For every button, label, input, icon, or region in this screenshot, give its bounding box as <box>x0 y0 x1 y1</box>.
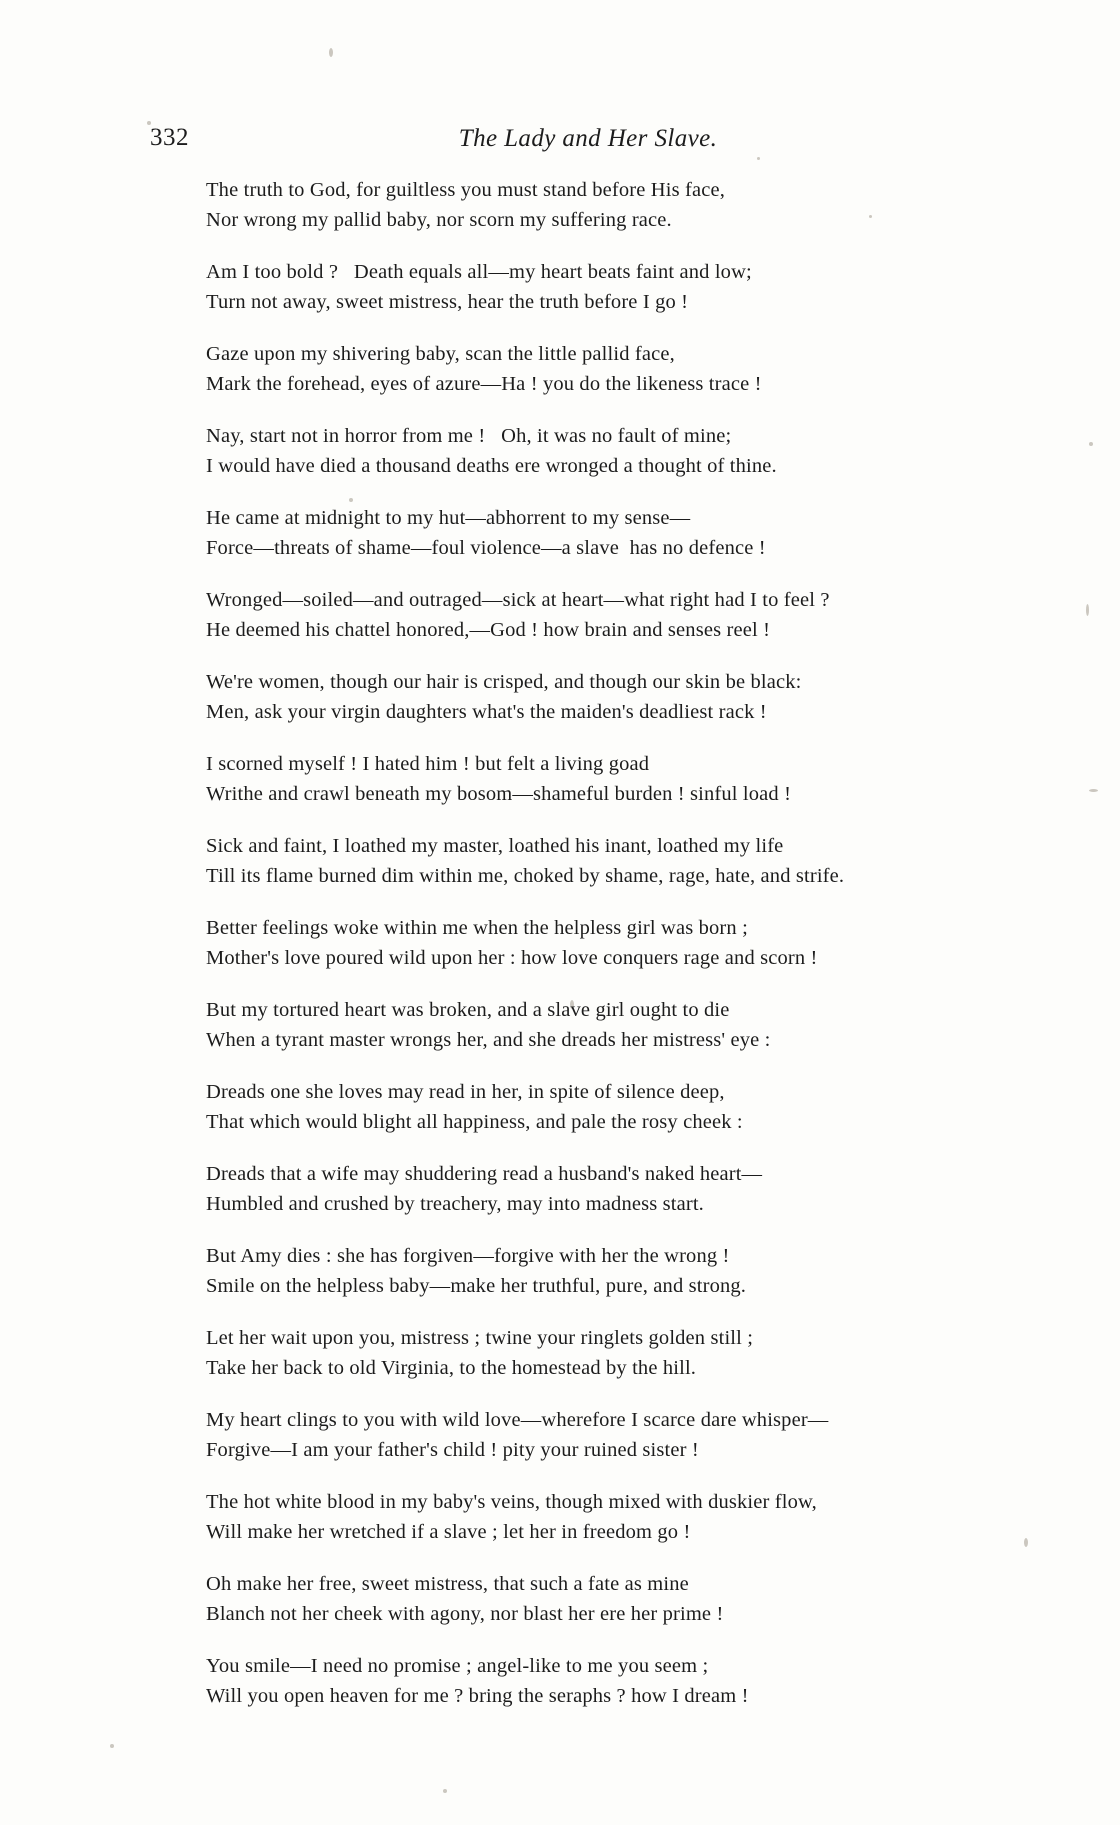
poem-line: Till its flame burned dim within me, choked by shame, rage, hate, and strife. <box>206 864 845 887</box>
poem-stanza <box>206 504 966 563</box>
poem-line: Mark the forehead, eyes of azure—Ha ! you do the likeness trace ! <box>206 372 762 395</box>
poem-stanza <box>206 1078 966 1137</box>
scan-speck <box>1089 442 1093 446</box>
poem-stanza <box>206 1406 966 1465</box>
poem-stanza <box>206 422 966 481</box>
poem-line: Sick and faint, I loathed my master, loathed his inant, loathed my life <box>206 835 784 857</box>
poem-line: Will make her wretched if a slave ; let her in freedom go ! <box>206 1520 691 1543</box>
poem-stanza <box>206 1488 966 1547</box>
poem-line: Mother's love poured wild upon her : how love conquers rage and scorn ! <box>206 946 818 969</box>
poem-stanza <box>206 176 966 235</box>
poem-stanza <box>206 750 966 809</box>
poem-line: Forgive—I am your father's child ! pity your ruined sister ! <box>206 1438 699 1461</box>
scan-speck <box>329 48 333 57</box>
poem-stanza <box>206 1324 966 1383</box>
poem-line: Will you open heaven for me ? bring the seraphs ? how I dream ! <box>206 1684 749 1707</box>
poem-line: Take her back to old Virginia, to the homestead by the hill. <box>206 1356 697 1379</box>
poem-line: Let her wait upon you, mistress ; twine your ringlets golden still ; <box>206 1327 754 1349</box>
poem-stanza <box>206 914 966 973</box>
poem-line: Turn not away, sweet mistress, hear the truth before I go ! <box>206 290 689 313</box>
poem-stanza <box>206 1652 966 1711</box>
poem-line: I would have died a thousand deaths ere wronged a thought of thine. <box>206 454 777 477</box>
poem-line: Smile on the helpless baby—make her truthful, pure, and strong. <box>206 1274 747 1297</box>
poem-line: Better feelings woke within me when the helpless girl was born ; <box>206 917 748 939</box>
poem-line: Blanch not her cheek with agony, nor blast her ere her prime ! <box>206 1602 724 1625</box>
poem-line: When a tyrant master wrongs her, and she dreads her mistress' eye : <box>206 1028 771 1051</box>
poem-line: The truth to God, for guiltless you must stand before His face, <box>206 179 725 201</box>
scan-speck <box>1089 789 1098 792</box>
poem-line: Nor wrong my pallid baby, nor scorn my suffering race. <box>206 208 672 231</box>
poem-line: Wronged—soiled—and outraged—sick at heart—what right had I to feel ? <box>206 589 830 611</box>
scan-speck <box>443 1789 447 1793</box>
poem-line: You smile—I need no promise ; angel-like to me you seem ; <box>206 1655 709 1677</box>
running-title: The Lady and Her Slave. <box>458 125 718 152</box>
poem-stanza <box>206 1242 966 1301</box>
poem-line: But Amy dies : she has forgiven—forgive with her the wrong ! <box>206 1245 730 1267</box>
poem-line: Gaze upon my shivering baby, scan the little pallid face, <box>206 343 675 365</box>
page-number: 332 <box>150 124 189 151</box>
poem-line: Humbled and crushed by treachery, may into madness start. <box>206 1192 704 1215</box>
scan-speck <box>1024 1538 1028 1547</box>
poem-stanza <box>206 340 966 399</box>
poem-line: Oh make her free, sweet mistress, that such a fate as mine <box>206 1573 689 1595</box>
poem-line: Writhe and crawl beneath my bosom—shameful burden ! sinful load ! <box>206 782 792 805</box>
poem-line: He deemed his chattel honored,—God ! how brain and senses reel ! <box>206 618 771 641</box>
poem-line: The hot white blood in my baby's veins, though mixed with duskier flow, <box>206 1491 817 1513</box>
poem-line: He came at midnight to my hut—abhorrent to my sense— <box>206 507 691 529</box>
page-header <box>150 124 970 158</box>
poem-line: My heart clings to you with wild love—wherefore I scarce dare whisper— <box>206 1409 829 1431</box>
poem-line: We're women, though our hair is crisped, and though our skin be black: <box>206 671 802 693</box>
poem-stanza <box>206 668 966 727</box>
poem-stanza <box>206 832 966 891</box>
poem-body <box>206 176 966 1734</box>
poem-line: Dreads one she loves may read in her, in spite of silence deep, <box>206 1081 725 1103</box>
poem-stanza <box>206 996 966 1055</box>
poem-line: Force—threats of shame—foul violence—a slave has no defence ! <box>206 536 766 559</box>
poem-line: Am I too bold ? Death equals all—my heart beats faint and low; <box>206 261 752 283</box>
poem-line: That which would blight all happiness, and pale the rosy cheek : <box>206 1110 743 1133</box>
poem-stanza <box>206 586 966 645</box>
poem-line: Dreads that a wife may shuddering read a husband's naked heart— <box>206 1163 763 1185</box>
poem-stanza <box>206 1570 966 1629</box>
scan-speck <box>110 1744 114 1748</box>
poem-line: But my tortured heart was broken, and a slave girl ought to die <box>206 999 730 1021</box>
poem-line: Nay, start not in horror from me ! Oh, it was no fault of mine; <box>206 425 732 447</box>
poem-stanza <box>206 1160 966 1219</box>
poem-line: I scorned myself ! I hated him ! but felt a living goad <box>206 753 650 775</box>
poem-line: Men, ask your virgin daughters what's the maiden's deadliest rack ! <box>206 700 767 723</box>
scan-speck <box>1086 604 1089 616</box>
poem-stanza <box>206 258 966 317</box>
